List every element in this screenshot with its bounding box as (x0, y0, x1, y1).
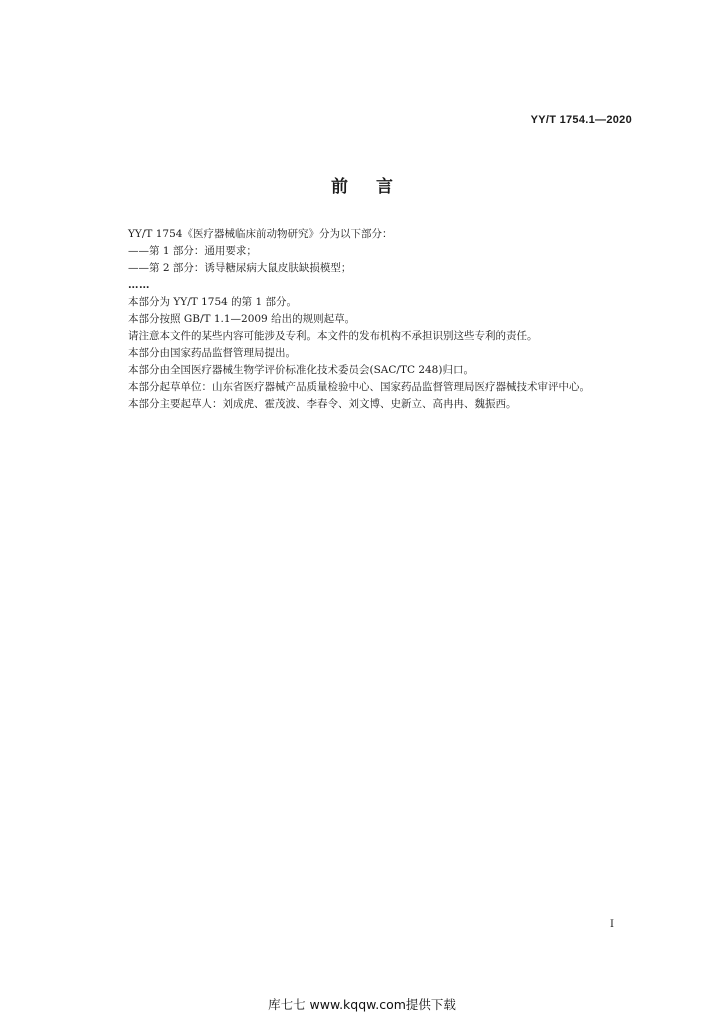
list-item-part-1: ——第 1 部分：通用要求； (128, 245, 257, 257)
paragraph-proposer: 本部分由国家药品监督管理局提出。 (128, 347, 296, 359)
paragraph-technical-committee: 本部分由全国医疗器械生物学评价标准化技术委员会(SAC/TC 248)归口。 (128, 364, 474, 376)
paragraph-part-statement: 本部分为 YY/T 1754 的第 1 部分。 (128, 296, 297, 308)
paragraph-drafting-rules: 本部分按照 GB/T 1.1—2009 给出的规则起草。 (128, 313, 356, 325)
paragraph-patent-notice: 请注意本文件的某些内容可能涉及专利。本文件的发布机构不承担识别这些专利的责任。 (128, 330, 538, 342)
download-footer: 库七七 www.kqqw.com提供下载 (268, 997, 456, 1012)
page-number: I (610, 919, 614, 930)
paragraph-drafting-units: 本部分起草单位：山东省医疗器械产品质量检验中心、国家药品监督管理局医疗器械技术审评中心。 (128, 381, 590, 393)
standard-code: YY/T 1754.1—2020 (530, 114, 632, 126)
paragraph-intro: YY/T 1754《医疗器械临床前动物研究》分为以下部分： (128, 228, 393, 240)
list-ellipsis: …… (128, 279, 150, 291)
page-title: 前言 (331, 177, 421, 197)
foreword-body (119, 226, 631, 413)
paragraph-drafters: 本部分主要起草人：刘成虎、霍茂波、李春令、刘文博、史新立、高冉冉、魏振西。 (128, 398, 517, 410)
list-item-part-2: ——第 2 部分：诱导糖尿病大鼠皮肤缺损模型； (128, 262, 352, 274)
